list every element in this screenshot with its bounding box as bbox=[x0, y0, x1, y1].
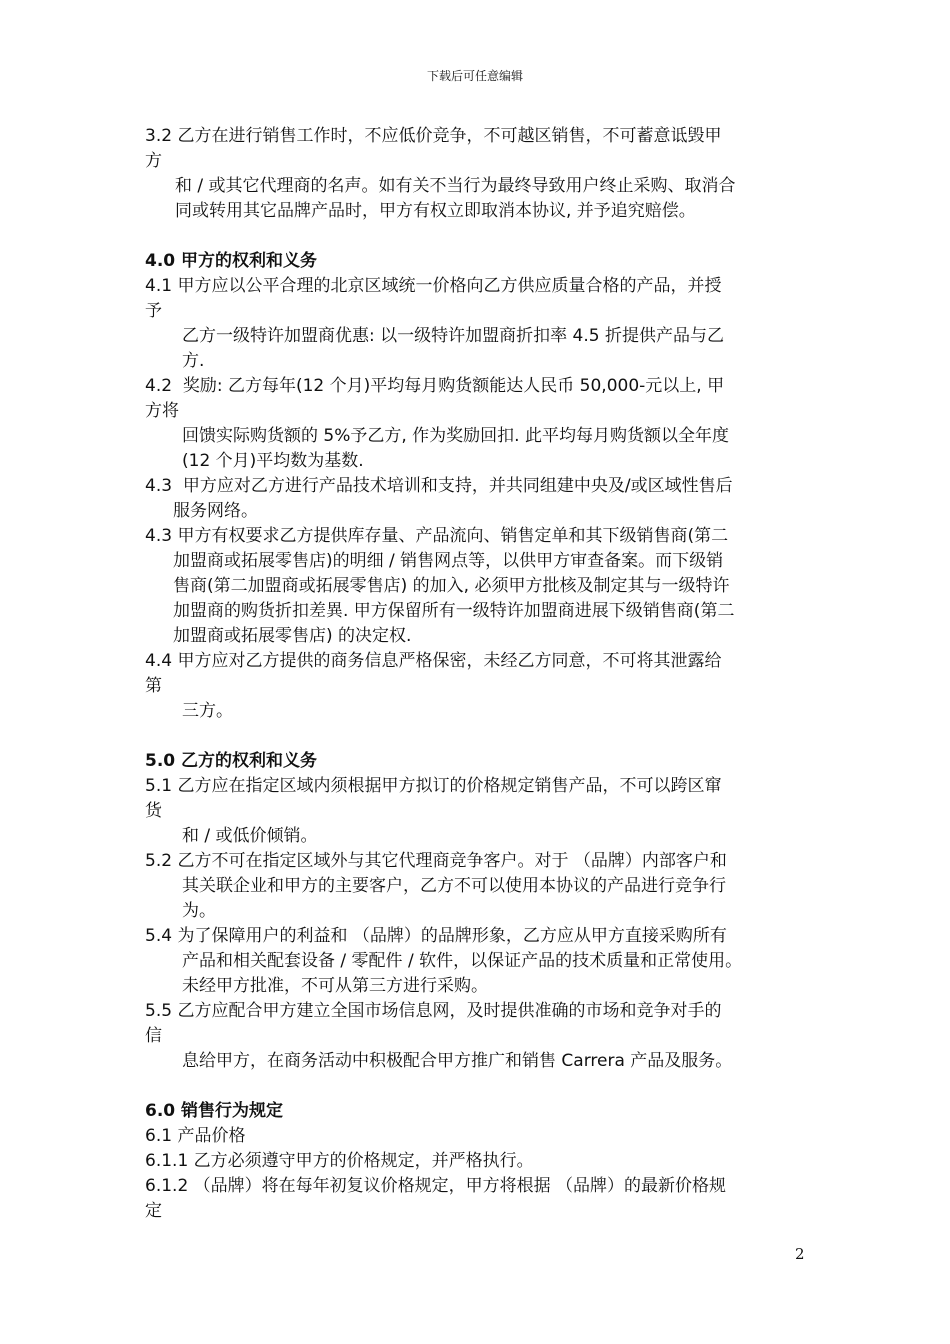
text-line: 加盟商的购货折扣差異. 甲方保留所有一级特许加盟商进展下级销售商(第二 bbox=[173, 601, 735, 621]
text-line: 4.4 甲方应对乙方提供的商务信息严格保密，未经乙方同意，不可将其泄露给 bbox=[145, 651, 722, 671]
text-line: 5.2 乙方不可在指定区域外与其它代理商竞争客户。对于 （品牌）内部客户和 bbox=[145, 851, 727, 871]
text-line: 方. bbox=[182, 351, 205, 371]
text-line: 和 / 或低价倾销。 bbox=[182, 826, 318, 846]
text-line: 第 bbox=[145, 676, 162, 696]
text-line: 3.2 乙方在进行销售工作时，不应低价竞争，不可越区销售，不可蓄意诋毁甲 bbox=[145, 126, 722, 146]
text-line: 6.1 产品价格 bbox=[145, 1126, 246, 1146]
text-line: 和 / 或其它代理商的名声。如有关不当行为最终导致用户终止采购、取消合 bbox=[175, 176, 736, 196]
text-line: 予 bbox=[145, 301, 162, 321]
section-heading: 5.0 乙方的权利和义务 bbox=[145, 751, 318, 771]
text-line: 息给甲方，在商务活动中积极配合甲方推广和销售 Carrera 产品及服务。 bbox=[182, 1051, 733, 1071]
text-line: 4.2 奖励: 乙方每年(12 个月)平均每月购货额能达人民币 50,000-元以上, 甲 bbox=[145, 376, 725, 396]
text-line: 加盟商或拓展零售店)的明细 / 销售网点等，以供甲方审查备案。而下级销 bbox=[173, 551, 724, 571]
text-line: 为。 bbox=[182, 901, 216, 921]
text-line: 6.1.1 乙方必须遵守甲方的价格规定，并严格执行。 bbox=[145, 1151, 534, 1171]
text-line: (12 个月)平均数为基数. bbox=[182, 451, 364, 471]
blank-line bbox=[145, 1074, 810, 1099]
text-line: 6.1.2 （品牌）将在每年初复议价格规定，甲方将根据 （品牌）的最新价格规 bbox=[145, 1176, 727, 1196]
text-line: 服务网络。 bbox=[173, 501, 258, 521]
text-line: 4.3 甲方有权要求乙方提供库存量、产品流向、销售定单和其下级销售商(第二 bbox=[145, 526, 729, 546]
page-number: 2 bbox=[795, 1245, 805, 1263]
blank-line bbox=[145, 724, 810, 749]
text-line: 同或转用其它品牌产品时，甲方有权立即取消本协议, 并予追究赔偿。 bbox=[175, 201, 696, 221]
text-line: 货 bbox=[145, 801, 162, 821]
text-line: 信 bbox=[145, 1026, 162, 1046]
text-line: 回馈实际购货额的 5%予乙方, 作为奖励回扣. 此平均每月购货额以全年度 bbox=[182, 426, 729, 446]
text-line: 4.3 甲方应对乙方进行产品技术培训和支持，并共同组建中央及/或区域性售后 bbox=[145, 476, 733, 496]
text-line: 5.5 乙方应配合甲方建立全国市场信息网，及时提供准确的市场和竞争对手的 bbox=[145, 1001, 722, 1021]
blank-line bbox=[145, 224, 810, 249]
text-line: 其关联企业和甲方的主要客户，乙方不可以使用本协议的产品进行竞争行 bbox=[182, 876, 726, 896]
text-line: 产品和相关配套设备 / 零配件 / 软件，以保证产品的技术质量和正常使用。 bbox=[182, 951, 743, 971]
text-line: 加盟商或拓展零售店) 的决定权. bbox=[173, 626, 412, 646]
text-line: 定 bbox=[145, 1201, 162, 1221]
text-line: 5.4 为了保障用户的利益和 （品牌）的品牌形象，乙方应从甲方直接采购所有 bbox=[145, 926, 727, 946]
text-line: 未经甲方批准，不可从第三方进行采购。 bbox=[182, 976, 488, 996]
text-line: 5.1 乙方应在指定区域内须根据甲方拟订的价格规定销售产品，不可以跨区窜 bbox=[145, 776, 722, 796]
text-line: 三方。 bbox=[182, 701, 233, 721]
document-body bbox=[145, 124, 810, 1224]
text-line: 乙方一级特许加盟商优惠: 以一级特许加盟商折扣率 4.5 折提供产品与乙 bbox=[182, 326, 724, 346]
section-heading: 6.0 销售行为规定 bbox=[145, 1101, 284, 1121]
section-heading: 4.0 甲方的权利和义务 bbox=[145, 251, 318, 271]
page-header: 下载后可任意编辑 bbox=[426, 69, 523, 83]
text-line: 4.1 甲方应以公平合理的北京区域统一价格向乙方供应质量合格的产品，并授 bbox=[145, 276, 722, 296]
text-line: 售商(第二加盟商或拓展零售店) 的加入, 必须甲方批核及制定其与一级特许 bbox=[173, 576, 730, 596]
text-line: 方 bbox=[145, 151, 162, 171]
text-line: 方将 bbox=[145, 401, 179, 421]
